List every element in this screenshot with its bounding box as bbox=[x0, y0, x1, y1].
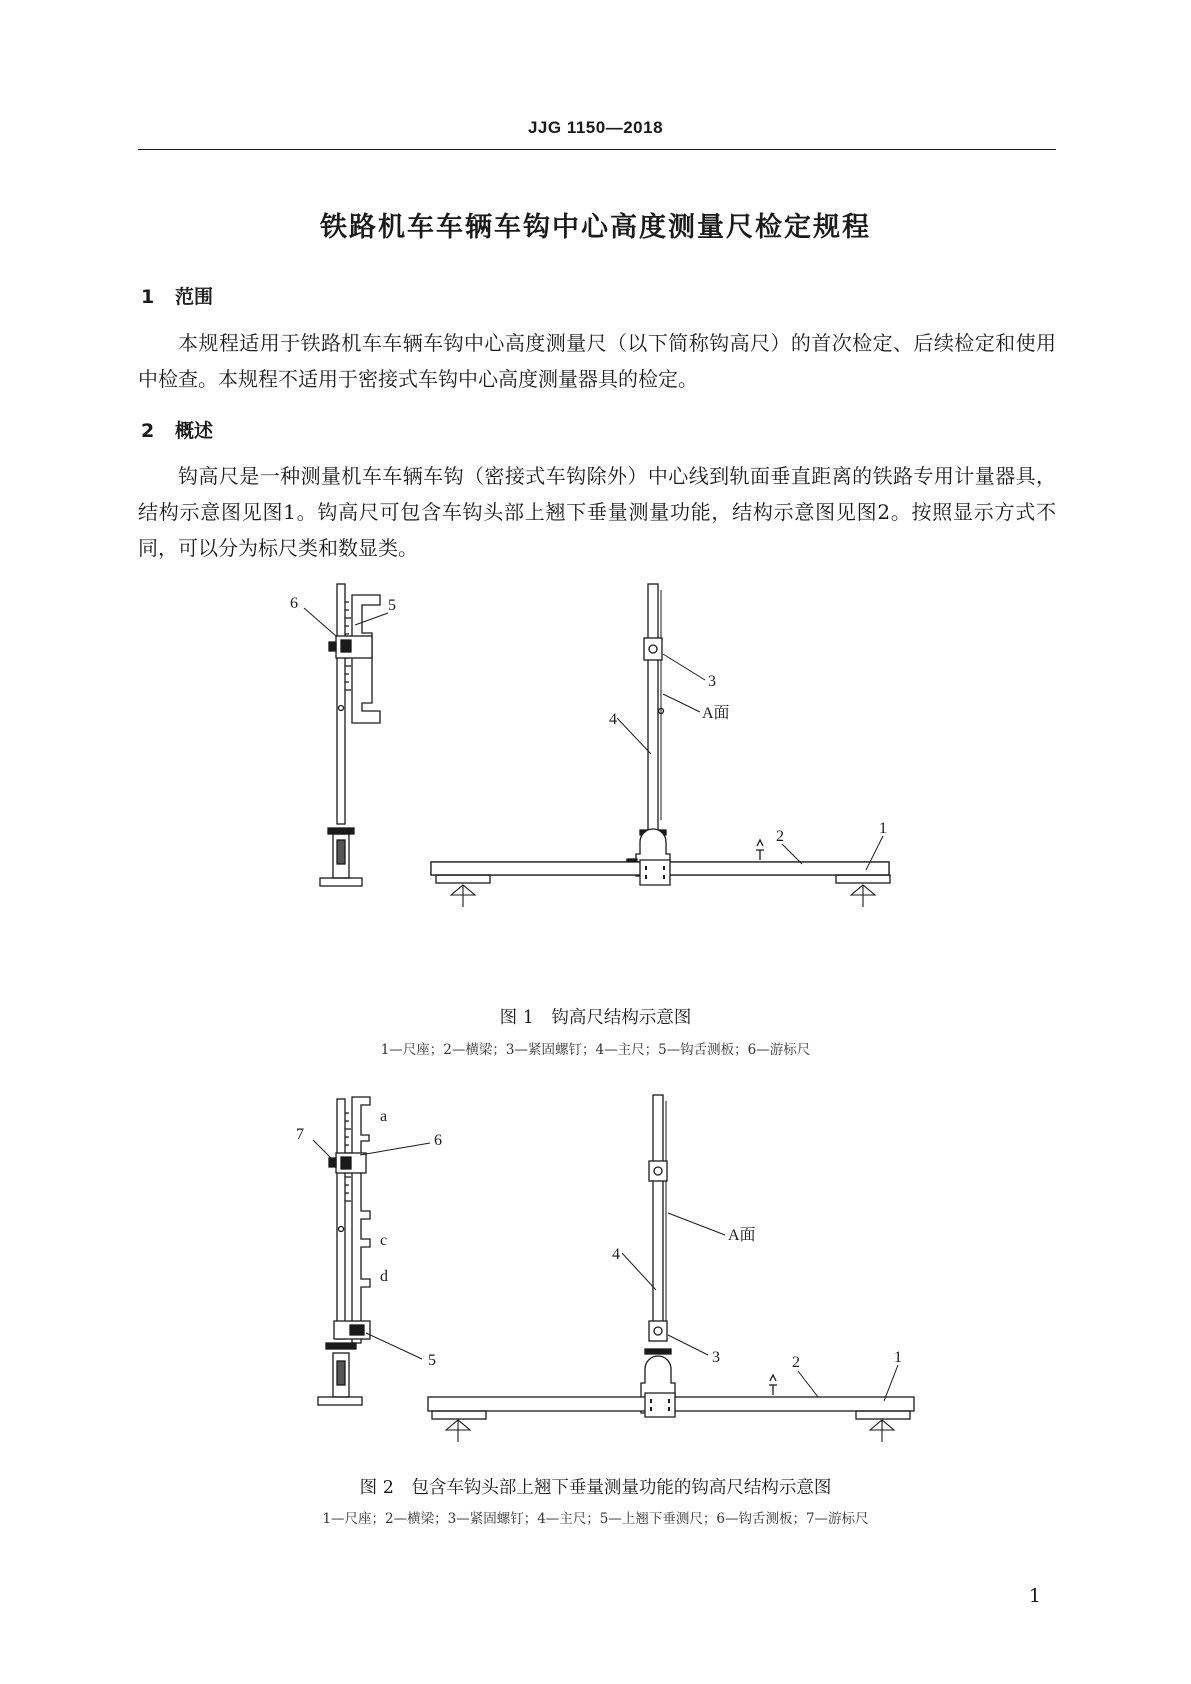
label-2b: 2 bbox=[792, 1354, 800, 1371]
label-5: 5 bbox=[388, 597, 396, 614]
left-foot-2 bbox=[432, 1411, 486, 1419]
level-bubble-2 bbox=[769, 1375, 777, 1395]
figure-2-caption: 图 2 包含车钩头部上翘下垂量测量功能的钩高尺结构示意图 bbox=[359, 1478, 832, 1498]
front-collar-2 bbox=[645, 1349, 671, 1354]
bracket-lower-2 bbox=[645, 1393, 675, 1417]
leader-6b bbox=[360, 1143, 430, 1155]
document-title: 铁路机车车辆车钩中心高度测量尺检定规程 bbox=[320, 212, 871, 243]
label-3: 3 bbox=[708, 673, 716, 690]
leader-2 bbox=[782, 844, 802, 864]
figure-2-side-view bbox=[296, 1097, 442, 1405]
section-2-heading bbox=[141, 416, 213, 443]
label-5b: 5 bbox=[428, 1352, 436, 1369]
section-2-title: 概述 bbox=[175, 420, 214, 442]
header-rule bbox=[138, 149, 1056, 150]
vernier-window bbox=[341, 640, 351, 652]
bracket-lower bbox=[640, 860, 670, 885]
label-2: 2 bbox=[776, 828, 784, 845]
main-rule-front bbox=[648, 584, 658, 834]
header-code: JJG 1150—2018 bbox=[527, 118, 664, 137]
figure-2-drawing bbox=[0, 1085, 1191, 1465]
right-foot bbox=[836, 875, 890, 883]
leader-4 bbox=[617, 718, 651, 754]
leader-5 bbox=[355, 613, 388, 625]
leader-2b bbox=[798, 1371, 818, 1397]
left-foot bbox=[436, 875, 490, 883]
section-2-number: 2 bbox=[141, 420, 155, 442]
label-3b: 3 bbox=[712, 1349, 720, 1366]
label-a: a bbox=[380, 1108, 388, 1125]
vernier-screw bbox=[329, 642, 336, 651]
figure-1-side-view bbox=[290, 584, 396, 886]
figure-2-legend: 1—尺座；2—横梁；3—紧固螺钉；4—主尺；5—上翘下垂测尺；6—钩舌测板；7—游标尺 bbox=[322, 1511, 869, 1527]
label-c: c bbox=[380, 1232, 388, 1249]
leader-5b bbox=[366, 1333, 422, 1359]
right-foot-2 bbox=[856, 1411, 910, 1419]
section-2-text: 钩高尺是一种测量机车车辆车钩（密接式车钩除外）中心线到轨面垂直距离的铁路专用计量器具，结构示意图见图1。钩高尺可包含车钩头部上翘下垂量测量功能，结构示意图见图2。按照显示方式不同，可以分为标尺类和数显类。 bbox=[138, 464, 1056, 560]
label-6b: 6 bbox=[434, 1132, 442, 1149]
label-7: 7 bbox=[296, 1126, 304, 1143]
leader-a-face bbox=[663, 694, 700, 712]
label-a-face: A面 bbox=[702, 705, 730, 722]
main-rule-side-2 bbox=[337, 1099, 345, 1339]
section-1-number: 1 bbox=[141, 286, 155, 308]
figure-1-caption: 图 1 钩高尺结构示意图 bbox=[499, 1008, 692, 1028]
section-2-paragraph bbox=[138, 458, 1056, 566]
droop-gauge-window bbox=[350, 1325, 364, 1335]
section-1-heading bbox=[141, 282, 213, 309]
label-a-face-2: A面 bbox=[728, 1227, 756, 1244]
main-rule-front-2 bbox=[653, 1095, 663, 1339]
right-support-mark bbox=[851, 885, 875, 907]
left-support-mark-2 bbox=[446, 1420, 470, 1442]
figure-2-front-view bbox=[428, 1095, 914, 1442]
clamp-block bbox=[644, 638, 662, 660]
leader-6 bbox=[304, 608, 336, 636]
clamp-collar-2 bbox=[326, 1343, 356, 1349]
clamp-block-2-top bbox=[649, 1161, 667, 1181]
pin-hole-2 bbox=[339, 1227, 344, 1232]
base-column-detail bbox=[337, 840, 345, 864]
pin-hole bbox=[339, 706, 344, 711]
page-number: 1 bbox=[1028, 1585, 1041, 1607]
base-foot bbox=[320, 878, 362, 886]
left-support-mark bbox=[451, 885, 475, 907]
right-support-mark-2 bbox=[870, 1420, 894, 1442]
section-1-paragraph bbox=[138, 325, 1056, 397]
leader-4b bbox=[622, 1253, 656, 1290]
figure-1-legend: 1—尺座；2—横梁；3—紧固螺钉；4—主尺；5—钩舌测板；6—游标尺 bbox=[380, 1042, 811, 1058]
base-foot-2 bbox=[318, 1397, 362, 1405]
label-1b: 1 bbox=[894, 1349, 902, 1366]
leader-3 bbox=[663, 654, 705, 680]
leader-3b bbox=[668, 1335, 708, 1355]
leader-1b bbox=[884, 1365, 898, 1401]
section-1-title: 范围 bbox=[175, 286, 214, 308]
label-6: 6 bbox=[290, 595, 298, 612]
figure-1-drawing bbox=[0, 570, 1191, 930]
vernier-window-2 bbox=[341, 1157, 351, 1169]
label-4b: 4 bbox=[612, 1246, 620, 1263]
level-bubble bbox=[756, 840, 764, 860]
label-d: d bbox=[380, 1268, 388, 1285]
figure-1-front-view bbox=[431, 584, 890, 907]
clamp-block-2-bottom bbox=[649, 1321, 667, 1341]
leader-a-face-2 bbox=[668, 1213, 725, 1235]
label-1: 1 bbox=[879, 820, 887, 837]
base-column-detail-2 bbox=[337, 1361, 345, 1385]
label-4: 4 bbox=[609, 711, 617, 728]
section-1-text: 本规程适用于铁路机车车辆车钩中心高度测量尺（以下简称钩高尺）的首次检定、后续检定和使用中检查。本规程不适用于密接式车钩中心高度测量器具的检定。 bbox=[138, 331, 1056, 391]
leader-7 bbox=[313, 1140, 336, 1163]
main-rule-side bbox=[337, 584, 345, 824]
hook-tongue-plate bbox=[352, 595, 380, 723]
clamp-collar bbox=[328, 828, 354, 834]
hook-tongue-plate-2 bbox=[352, 1097, 370, 1343]
